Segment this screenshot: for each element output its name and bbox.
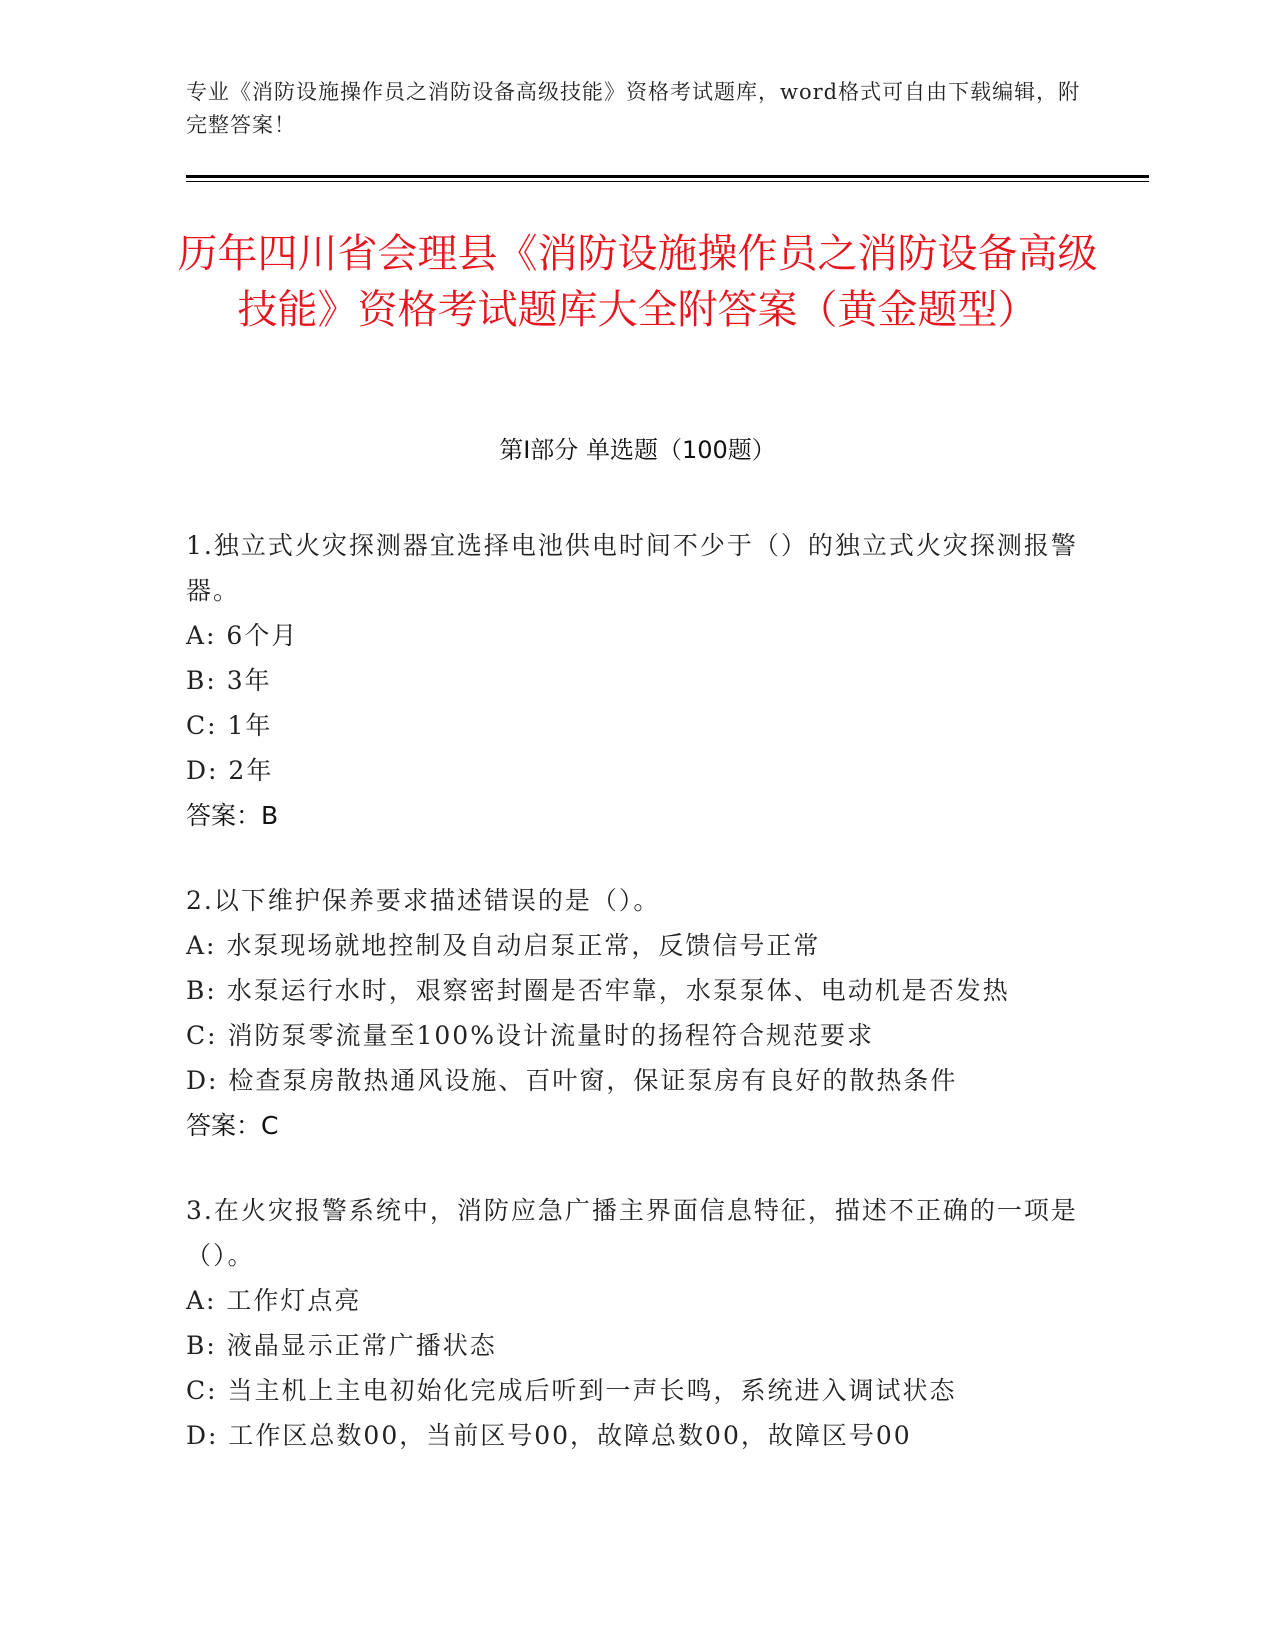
document-title: 历年四川省会理县《消防设施操作员之消防设备高级技能》资格考试题库大全附答案（黄金题型）	[177, 231, 1098, 333]
question-stem: 3.在火灾报警系统中，消防应急广播主界面信息特征，描述不正确的一项是（）。	[186, 1196, 1078, 1270]
option-c: C: 当主机上主电初始化完成后听到一声长鸣，系统进入调试状态	[186, 1376, 957, 1405]
question-stem: 1.独立式火灾探测器宜选择电池供电时间不少于（）的独立式火灾探测报警器。	[186, 531, 1078, 605]
option-b: B: 3年	[186, 666, 272, 695]
option-d: D: 工作区总数00，当前区号00，故障总数00，故障区号00	[186, 1421, 912, 1450]
option-d: D: 检查泵房散热通风设施、百叶窗，保证泵房有良好的散热条件	[186, 1066, 958, 1095]
answer-line: 答案：C	[186, 1111, 279, 1140]
question-list	[186, 523, 1086, 1498]
question-stem: 2.以下维护保养要求描述错误的是（）。	[186, 886, 661, 915]
option-a: A: 6个月	[186, 621, 299, 650]
question-1	[186, 523, 1086, 838]
section-title: 第Ⅰ部分 单选题（100题）	[499, 436, 776, 464]
answer-line: 答案：B	[186, 801, 279, 830]
option-b: B: 水泵运行水时，艰察密封圈是否牢靠，水泵泵体、电动机是否发热	[186, 976, 1010, 1005]
question-2	[186, 878, 1086, 1148]
header-note: 专业《消防设施操作员之消防设备高级技能》资格考试题库，word格式可自由下载编辑，附完整答案！	[186, 80, 1081, 137]
option-b: B: 液晶显示正常广播状态	[186, 1331, 497, 1360]
question-3	[186, 1188, 1086, 1458]
option-d: D: 2年	[186, 756, 274, 785]
option-c: C: 消防泵零流量至100%设计流量时的扬程符合规范要求	[186, 1021, 874, 1050]
option-c: C: 1年	[186, 711, 273, 740]
option-a: A: 水泵现场就地控制及自动启泵正常，反馈信号正常	[186, 931, 821, 960]
option-a: A: 工作灯点亮	[186, 1286, 362, 1315]
header-divider-thick	[186, 175, 1149, 178]
header-divider-thin	[186, 181, 1149, 182]
